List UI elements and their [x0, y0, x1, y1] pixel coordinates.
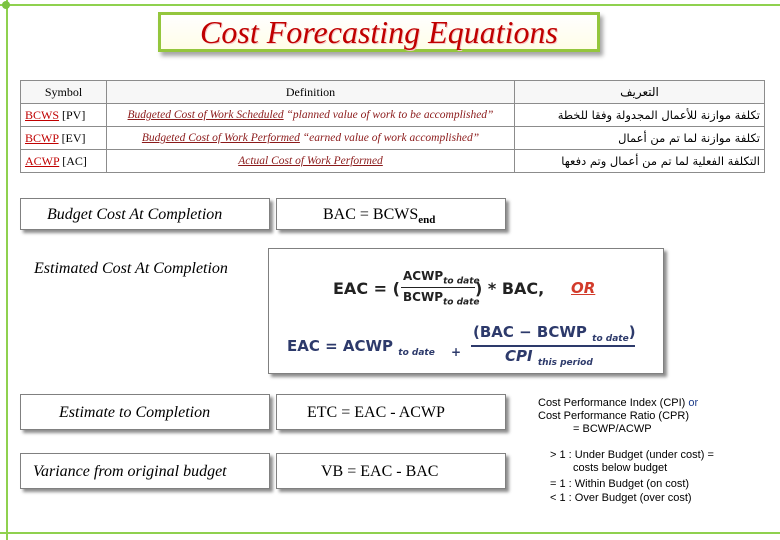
header-definition: Definition [107, 81, 515, 104]
eac-eq1-suffix: ) * BAC, [475, 279, 545, 298]
cpi-note: < 1 : Over Budget (over cost) [550, 492, 692, 504]
definition-term: Budgeted Cost of Work Performed [141, 132, 300, 144]
header-symbol: Symbol [21, 81, 107, 104]
eac-eq1-den-sub: to date [442, 297, 480, 308]
table-row [21, 104, 765, 127]
title-box [158, 12, 600, 52]
arabic-cell: تكلفة موازنة للأعمال المجدولة وفقا للخطة [515, 104, 765, 127]
symbol-alias: [EV] [58, 130, 86, 145]
symbol-abbrev: BCWS [25, 107, 60, 122]
eac-label-box [20, 260, 270, 280]
eac-eq2-num-text: (BAC − BCWP [473, 323, 587, 341]
vb-equation: VB = EAC - BAC [321, 463, 439, 480]
symbol-alias: [AC] [59, 153, 87, 168]
frame-bottom-line [0, 532, 780, 534]
cpi-line1-text: Cost Performance Index (CPI) [538, 397, 686, 409]
eac-eq1-num-text: ACWP [403, 269, 444, 283]
frame-top-line [0, 4, 780, 6]
cpi-or: or [685, 397, 699, 409]
eac-eq2-den-text: CPI [505, 347, 533, 365]
eac-eq2-num-sub: to date [592, 334, 629, 344]
symbol-abbrev: BCWP [25, 130, 59, 145]
bac-equation-text: BAC = BCWS [323, 206, 419, 223]
bac-label-box [20, 198, 270, 230]
corner-dot [2, 1, 10, 9]
cpi-line1 [538, 397, 698, 410]
bac-equation-box [276, 198, 506, 230]
eac-equation-box [268, 248, 664, 374]
eac-eq1-num-sub: to date [443, 276, 480, 287]
cpi-note: = 1 : Within Budget (on cost) [550, 478, 690, 490]
eac-or-label: OR [571, 279, 596, 297]
eac-eq2-plus: + [451, 345, 462, 359]
eac-eq2-prefix-sub: to date [398, 348, 435, 358]
eac-eq1-denominator [403, 290, 480, 307]
etc-equation: ETC = EAC - ACWP [307, 404, 445, 421]
bac-subscript: end [418, 214, 436, 227]
definition-note: “earned value of work accomplished” [299, 132, 480, 144]
eac-label: Estimated Cost At Completion [34, 260, 228, 277]
bac-label: Budget Cost At Completion [47, 206, 223, 223]
header-arabic: التعريف [515, 81, 765, 104]
vb-label: Variance from original budget [33, 463, 227, 480]
definition-cell [107, 104, 515, 127]
definitions-table [20, 80, 765, 173]
arabic-cell: تكلفة موازنة لما تم من أعمال [515, 127, 765, 150]
cpi-note: costs below budget [573, 462, 668, 474]
eac-eq2-num-close: ) [628, 323, 636, 341]
definition-term: Budgeted Cost of Work Scheduled [127, 109, 284, 121]
eac-eq1-den-text: BCWP [403, 290, 443, 304]
symbol-abbrev: ACWP [25, 153, 60, 168]
eac-eq2-den-sub: this period [537, 358, 593, 368]
definition-term: Actual Cost of Work Performed [238, 155, 383, 167]
arabic-cell: التكلفة الفعلية لما تم من أعمال وتم دفعها [515, 150, 765, 173]
etc-equation-box [276, 394, 506, 430]
cpi-line3: = BCWP/ACWP [573, 423, 652, 435]
table-header-row [21, 81, 765, 104]
symbol-cell [21, 150, 107, 173]
eac-eq1-prefix: EAC = ( [333, 279, 400, 298]
definition-note: “planned value of work to be accomplished” [283, 109, 494, 121]
eac-eq1-fraction-line [401, 287, 475, 288]
vb-label-box [20, 453, 270, 489]
cpi-note: > 1 : Under Budget (under cost) = [550, 449, 714, 461]
table-row [21, 127, 765, 150]
eac-eq2-prefix [287, 337, 435, 358]
symbol-cell [21, 104, 107, 127]
eac-eq2-numerator [473, 323, 636, 344]
frame-left-line [6, 0, 8, 540]
etc-label: Estimate to Completion [59, 404, 211, 421]
page-title: Cost Forecasting Equations [200, 13, 558, 50]
symbol-alias: [PV] [59, 107, 86, 122]
vb-equation-box [276, 453, 506, 489]
definition-cell [107, 150, 515, 173]
eac-eq1-numerator [403, 269, 480, 286]
eac-eq2-denominator [505, 347, 593, 368]
etc-label-box [20, 394, 270, 430]
bac-equation [323, 206, 435, 226]
cpi-line2: Cost Performance Ratio (CPR) [538, 410, 689, 422]
table-row [21, 150, 765, 173]
eac-eq2-prefix-text: EAC = ACWP [287, 337, 394, 355]
symbol-cell [21, 127, 107, 150]
definition-cell [107, 127, 515, 150]
